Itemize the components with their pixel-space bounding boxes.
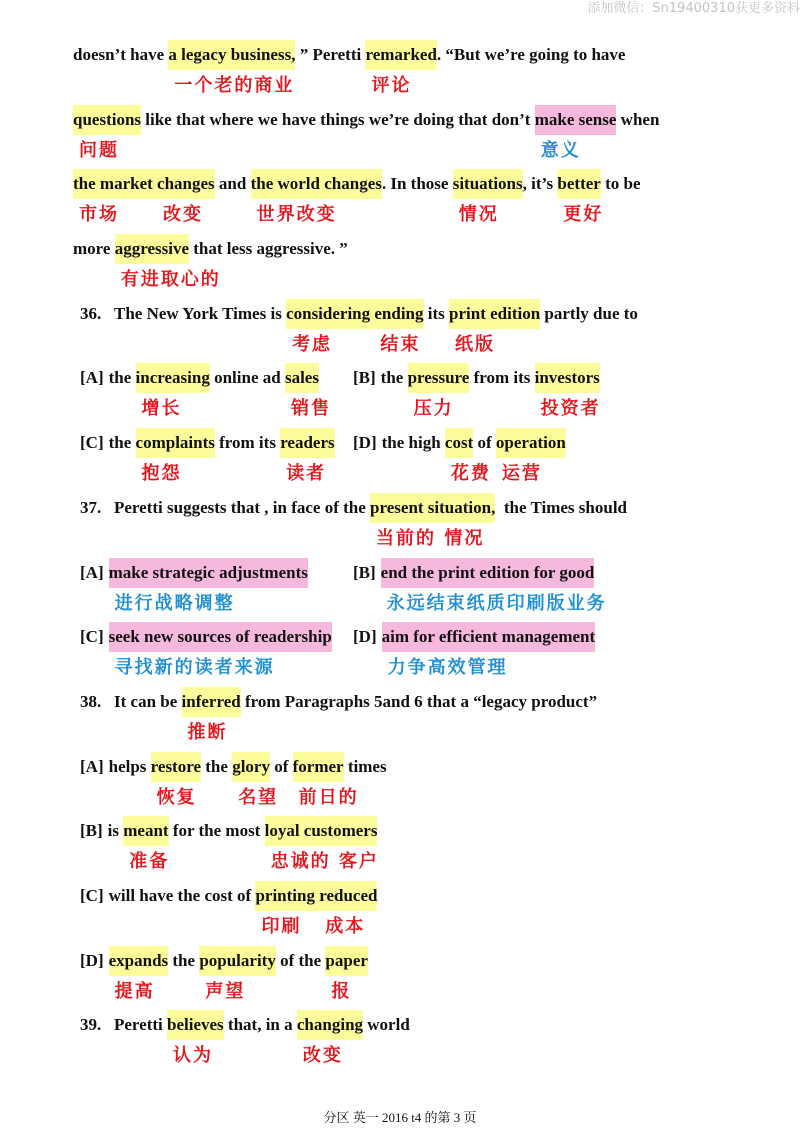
segment-text: the — [380, 368, 408, 388]
annotation-note: 改变 — [163, 204, 204, 226]
text-segment — [363, 1010, 410, 1040]
annotation-note: 情况 — [458, 204, 499, 226]
option-label: [B] — [353, 562, 376, 582]
option-label: [C] — [80, 433, 104, 453]
text-segment — [114, 299, 286, 329]
segment-text: doesn’t have — [73, 45, 169, 64]
segment-text: a legacy business, — [168, 45, 296, 64]
text-line — [0, 558, 800, 623]
segment-text: aggressive — [114, 239, 189, 259]
segment-text: from Paragraphs 5and 6 that a “legacy product” — [240, 691, 598, 711]
highlighted-phrase — [150, 752, 202, 808]
highlighted-phrase — [407, 363, 470, 420]
text-line — [0, 299, 800, 364]
segment-text: world — [363, 1015, 410, 1035]
answer-option — [353, 622, 596, 679]
segment-text: more — [73, 239, 115, 259]
answer-option — [353, 558, 607, 614]
annotation-note: 压力 — [413, 398, 454, 420]
text-segment — [215, 169, 251, 199]
highlighted-phrase — [325, 946, 368, 1002]
segment-text: ” Peretti — [295, 45, 366, 64]
highlighted-phrase — [73, 105, 142, 161]
question-stem — [80, 687, 598, 743]
segment-text: restore — [150, 756, 202, 776]
page-footer: 分区 英一 2016 t4 的第 3 页 — [323, 1110, 477, 1125]
highlighted-phrase — [365, 40, 437, 96]
highlighted-phrase — [114, 234, 221, 291]
question-number: 39. — [80, 1015, 102, 1035]
segment-text: print edition — [449, 303, 541, 323]
annotation-note: 提高 — [114, 980, 155, 1002]
annotation-note: 投资者 — [540, 398, 601, 420]
segment-text: former — [292, 756, 344, 776]
segment-text: changes — [157, 174, 215, 194]
annotation-note: 前日的 — [298, 786, 359, 808]
answer-option — [80, 946, 368, 1002]
highlighted-phrase — [250, 169, 382, 226]
option-label: [D] — [80, 950, 104, 970]
highlighted-phrase — [168, 40, 296, 96]
highlighted-phrase — [108, 622, 332, 679]
segment-text: situations — [452, 174, 523, 194]
segment-text: for the most — [168, 821, 265, 841]
highlighted-phrase — [232, 752, 279, 808]
text-line — [0, 105, 800, 170]
highlighted-phrase — [381, 622, 596, 679]
highlighted-phrase — [108, 946, 169, 1002]
answer-option — [80, 752, 387, 808]
segment-text: the — [108, 433, 136, 453]
highlighted-phrase — [123, 816, 170, 873]
segment-text: seek new sources of readership — [108, 627, 332, 647]
highlighted-phrase — [319, 881, 378, 937]
segment-text: inferred — [181, 691, 241, 711]
segment-text: present situation, — [370, 497, 496, 517]
text-segment — [141, 105, 535, 135]
annotation-note: 纸版 — [455, 333, 496, 355]
text-segment — [270, 752, 293, 782]
text-segment — [73, 234, 115, 264]
segment-text: Peretti — [114, 1015, 168, 1035]
highlighted-phrase — [370, 493, 496, 549]
highlighted-phrase — [181, 687, 241, 743]
question-number: 37. — [80, 497, 102, 517]
text-line — [0, 946, 800, 1011]
text-segment — [344, 752, 387, 782]
segment-text: popularity — [199, 950, 276, 970]
annotation-note: 力争高效管理 — [387, 657, 508, 679]
highlighted-phrase — [534, 363, 601, 420]
segment-text: that less aggressive. ” — [189, 239, 348, 259]
segment-text: the market — [73, 174, 158, 194]
segment-text: loyal customers — [264, 821, 378, 841]
passage-line — [73, 105, 660, 161]
segment-text: pressure — [407, 368, 470, 388]
page-body — [0, 40, 800, 1075]
text-segment — [540, 299, 638, 329]
annotation-note: 考虑 — [292, 333, 333, 355]
segment-text: online ad — [209, 368, 285, 388]
annotation-note: 读者 — [286, 463, 327, 485]
segment-text: like that where we have things we’re doing that don’t — [141, 109, 535, 129]
text-line — [0, 428, 800, 493]
segment-text: considering — [286, 303, 375, 323]
annotation-note: 销售 — [290, 398, 331, 420]
segment-text: aim for efficient management — [381, 627, 596, 647]
question-stem — [80, 299, 638, 355]
text-segment — [109, 881, 256, 911]
text-segment — [210, 363, 285, 393]
segment-text: the high — [381, 433, 445, 453]
annotation-note: 评论 — [371, 75, 412, 96]
text-line — [0, 816, 800, 881]
text-segment — [523, 169, 558, 199]
text-segment — [215, 428, 280, 458]
text-line — [0, 169, 800, 234]
highlighted-phrase — [452, 169, 523, 226]
highlighted-phrase — [534, 105, 617, 161]
highlighted-phrase — [135, 363, 210, 420]
highlighted-phrase — [108, 558, 308, 614]
segment-text: meant — [123, 821, 169, 841]
annotation-note: 运营 — [501, 463, 542, 485]
answer-option — [80, 622, 332, 679]
annotation-note: 更好 — [563, 204, 604, 226]
segment-text: , it’s — [522, 174, 558, 194]
text-segment — [73, 40, 168, 70]
annotation-note: 增长 — [141, 398, 182, 420]
segment-text: believes — [167, 1015, 224, 1035]
segment-text: to be — [600, 174, 641, 194]
answer-option — [80, 816, 379, 873]
answer-option — [80, 428, 335, 485]
text-segment — [114, 1010, 167, 1040]
answer-option — [80, 881, 378, 937]
answer-option — [353, 363, 601, 420]
text-segment — [241, 687, 597, 717]
highlighted-phrase — [557, 169, 604, 226]
annotation-note: 准备 — [129, 851, 170, 873]
text-segment — [495, 493, 627, 523]
segment-text: The New York Times is — [114, 303, 287, 323]
option-label: [D] — [353, 627, 377, 647]
highlighted-phrase — [292, 752, 359, 808]
annotation-note: 市场 — [79, 204, 119, 226]
segment-text: cost — [444, 433, 474, 453]
segment-text: of — [473, 433, 496, 453]
highlighted-phrase — [157, 169, 215, 226]
text-segment — [114, 493, 370, 523]
segment-text: and — [214, 174, 251, 194]
annotation-note: 声望 — [205, 980, 246, 1002]
highlighted-phrase — [264, 816, 379, 873]
segment-text: investors — [534, 368, 600, 388]
passage-line — [73, 169, 641, 226]
text-segment — [189, 234, 348, 264]
highlighted-phrase — [296, 1010, 364, 1067]
text-segment — [382, 169, 453, 199]
segment-text: operation — [495, 433, 566, 453]
text-segment — [381, 363, 408, 393]
text-segment — [473, 428, 496, 458]
text-segment — [382, 428, 445, 458]
segment-text: sales — [284, 368, 319, 388]
segment-text: printing — [255, 885, 320, 905]
annotation-note: 名望 — [238, 786, 279, 808]
segment-text: of the — [275, 950, 326, 970]
segment-text: end the print edition for good — [380, 562, 595, 582]
text-line — [0, 881, 800, 946]
segment-text: paper — [325, 950, 368, 970]
highlighted-phrase — [280, 428, 335, 485]
text-segment — [295, 40, 365, 70]
text-segment — [276, 946, 326, 976]
segment-text: make strategic adjustments — [108, 562, 308, 582]
annotation-note: 认为 — [173, 1045, 214, 1067]
text-line — [0, 752, 800, 817]
segment-text: the world changes — [250, 174, 382, 194]
segment-text: readers — [280, 433, 335, 453]
segment-text: the Times should — [495, 497, 627, 517]
option-label: [C] — [80, 885, 104, 905]
watermark-text: 添加微信：Sn19400310获更多资料 — [587, 1, 800, 16]
highlighted-phrase — [199, 946, 276, 1002]
segment-text: the — [168, 950, 200, 970]
option-label: [B] — [80, 821, 103, 841]
answer-option — [80, 558, 308, 614]
text-segment — [108, 816, 124, 846]
text-segment — [601, 169, 641, 199]
text-line — [0, 1010, 800, 1075]
annotation-note: 恢复 — [156, 786, 197, 808]
annotation-note: 进行战略调整 — [114, 592, 235, 614]
segment-text: remarked — [365, 45, 437, 64]
annotation-note: 报 — [331, 980, 352, 1002]
segment-text: . In those — [381, 174, 453, 194]
annotation-note: 寻找新的读者来源 — [114, 657, 275, 679]
highlighted-phrase — [73, 169, 158, 226]
segment-text: partly due to — [540, 303, 638, 323]
text-segment — [109, 428, 136, 458]
text-line — [0, 493, 800, 558]
segment-text: helps — [108, 756, 151, 776]
text-line — [0, 622, 800, 687]
answer-option — [353, 428, 566, 485]
segment-text: its — [423, 303, 450, 323]
highlighted-phrase — [380, 558, 607, 614]
segment-text: questions — [73, 109, 142, 129]
segment-text: better — [557, 174, 601, 194]
annotation-note: 抱怨 — [141, 463, 182, 485]
segment-text: glory — [232, 756, 270, 776]
answer-option — [80, 363, 331, 420]
segment-text: increasing — [135, 368, 210, 388]
text-line — [0, 234, 800, 299]
segment-text: that, in a — [223, 1015, 297, 1035]
segment-text: from its — [469, 368, 535, 388]
annotation-note: 推断 — [187, 721, 228, 743]
annotation-note: 花费 — [450, 463, 491, 485]
text-line — [0, 687, 800, 752]
annotation-note: 改变 — [302, 1045, 343, 1067]
highlighted-phrase — [255, 881, 320, 937]
segment-text: times — [343, 756, 387, 776]
annotation-note: 成本 — [325, 915, 366, 937]
option-label: [D] — [353, 433, 377, 453]
annotation-note: 永远结束纸质印刷版业务 — [386, 592, 607, 614]
option-label: [B] — [353, 368, 376, 388]
segment-text: the — [108, 368, 136, 388]
highlighted-phrase — [167, 1010, 224, 1067]
text-segment — [224, 1010, 297, 1040]
segment-text: complaints — [135, 433, 215, 453]
passage-line — [73, 40, 626, 96]
option-label: [A] — [80, 562, 104, 582]
annotation-note: 结束 — [380, 333, 421, 355]
highlighted-phrase — [284, 363, 331, 420]
highlighted-phrase — [449, 299, 541, 355]
text-segment — [469, 363, 534, 393]
highlighted-phrase — [135, 428, 215, 485]
segment-text: reduced — [319, 885, 378, 905]
segment-text: from its — [214, 433, 281, 453]
segment-text: . “But we’re going to have — [436, 45, 626, 64]
passage-line — [73, 234, 348, 291]
text-line — [0, 40, 800, 105]
highlighted-phrase — [374, 299, 424, 355]
annotation-note: 当前的 情况 — [376, 527, 485, 549]
text-segment — [424, 299, 450, 329]
segment-text: will have the cost of — [108, 885, 256, 905]
question-stem — [80, 493, 627, 549]
text-segment — [109, 752, 151, 782]
annotation-note: 世界改变 — [256, 204, 337, 226]
option-label: [A] — [80, 756, 104, 776]
text-segment — [114, 687, 182, 717]
text-segment — [201, 752, 232, 782]
segment-text: It can be — [114, 691, 182, 711]
text-line — [0, 363, 800, 428]
annotation-note: 问题 — [79, 139, 119, 161]
highlighted-phrase — [286, 299, 375, 355]
segment-text: of — [269, 756, 293, 776]
segment-text: ending — [374, 303, 424, 323]
segment-text: the — [201, 756, 233, 776]
segment-text: make sense — [534, 109, 617, 129]
annotation-note: 印刷 — [261, 915, 302, 937]
annotation-note: 一个老的商业 — [174, 75, 295, 96]
annotation-note: 意义 — [540, 139, 581, 161]
segment-text: changing — [296, 1015, 364, 1035]
highlighted-phrase — [495, 428, 566, 485]
text-segment — [168, 946, 199, 976]
segment-text: when — [616, 109, 660, 129]
segment-text: is — [107, 821, 124, 841]
text-segment — [616, 105, 659, 135]
question-number: 38. — [80, 691, 102, 711]
text-segment — [437, 40, 626, 70]
annotation-note: 忠诚的 客户 — [270, 851, 379, 873]
text-segment — [169, 816, 265, 846]
option-label: [A] — [80, 368, 104, 388]
question-stem — [80, 1010, 410, 1067]
segment-text: Peretti suggests that , in face of the — [114, 497, 371, 517]
option-label: [C] — [80, 627, 104, 647]
text-segment — [109, 363, 136, 393]
segment-text: expands — [108, 950, 169, 970]
annotation-note: 有进取心的 — [120, 269, 221, 291]
question-number: 36. — [80, 303, 102, 323]
